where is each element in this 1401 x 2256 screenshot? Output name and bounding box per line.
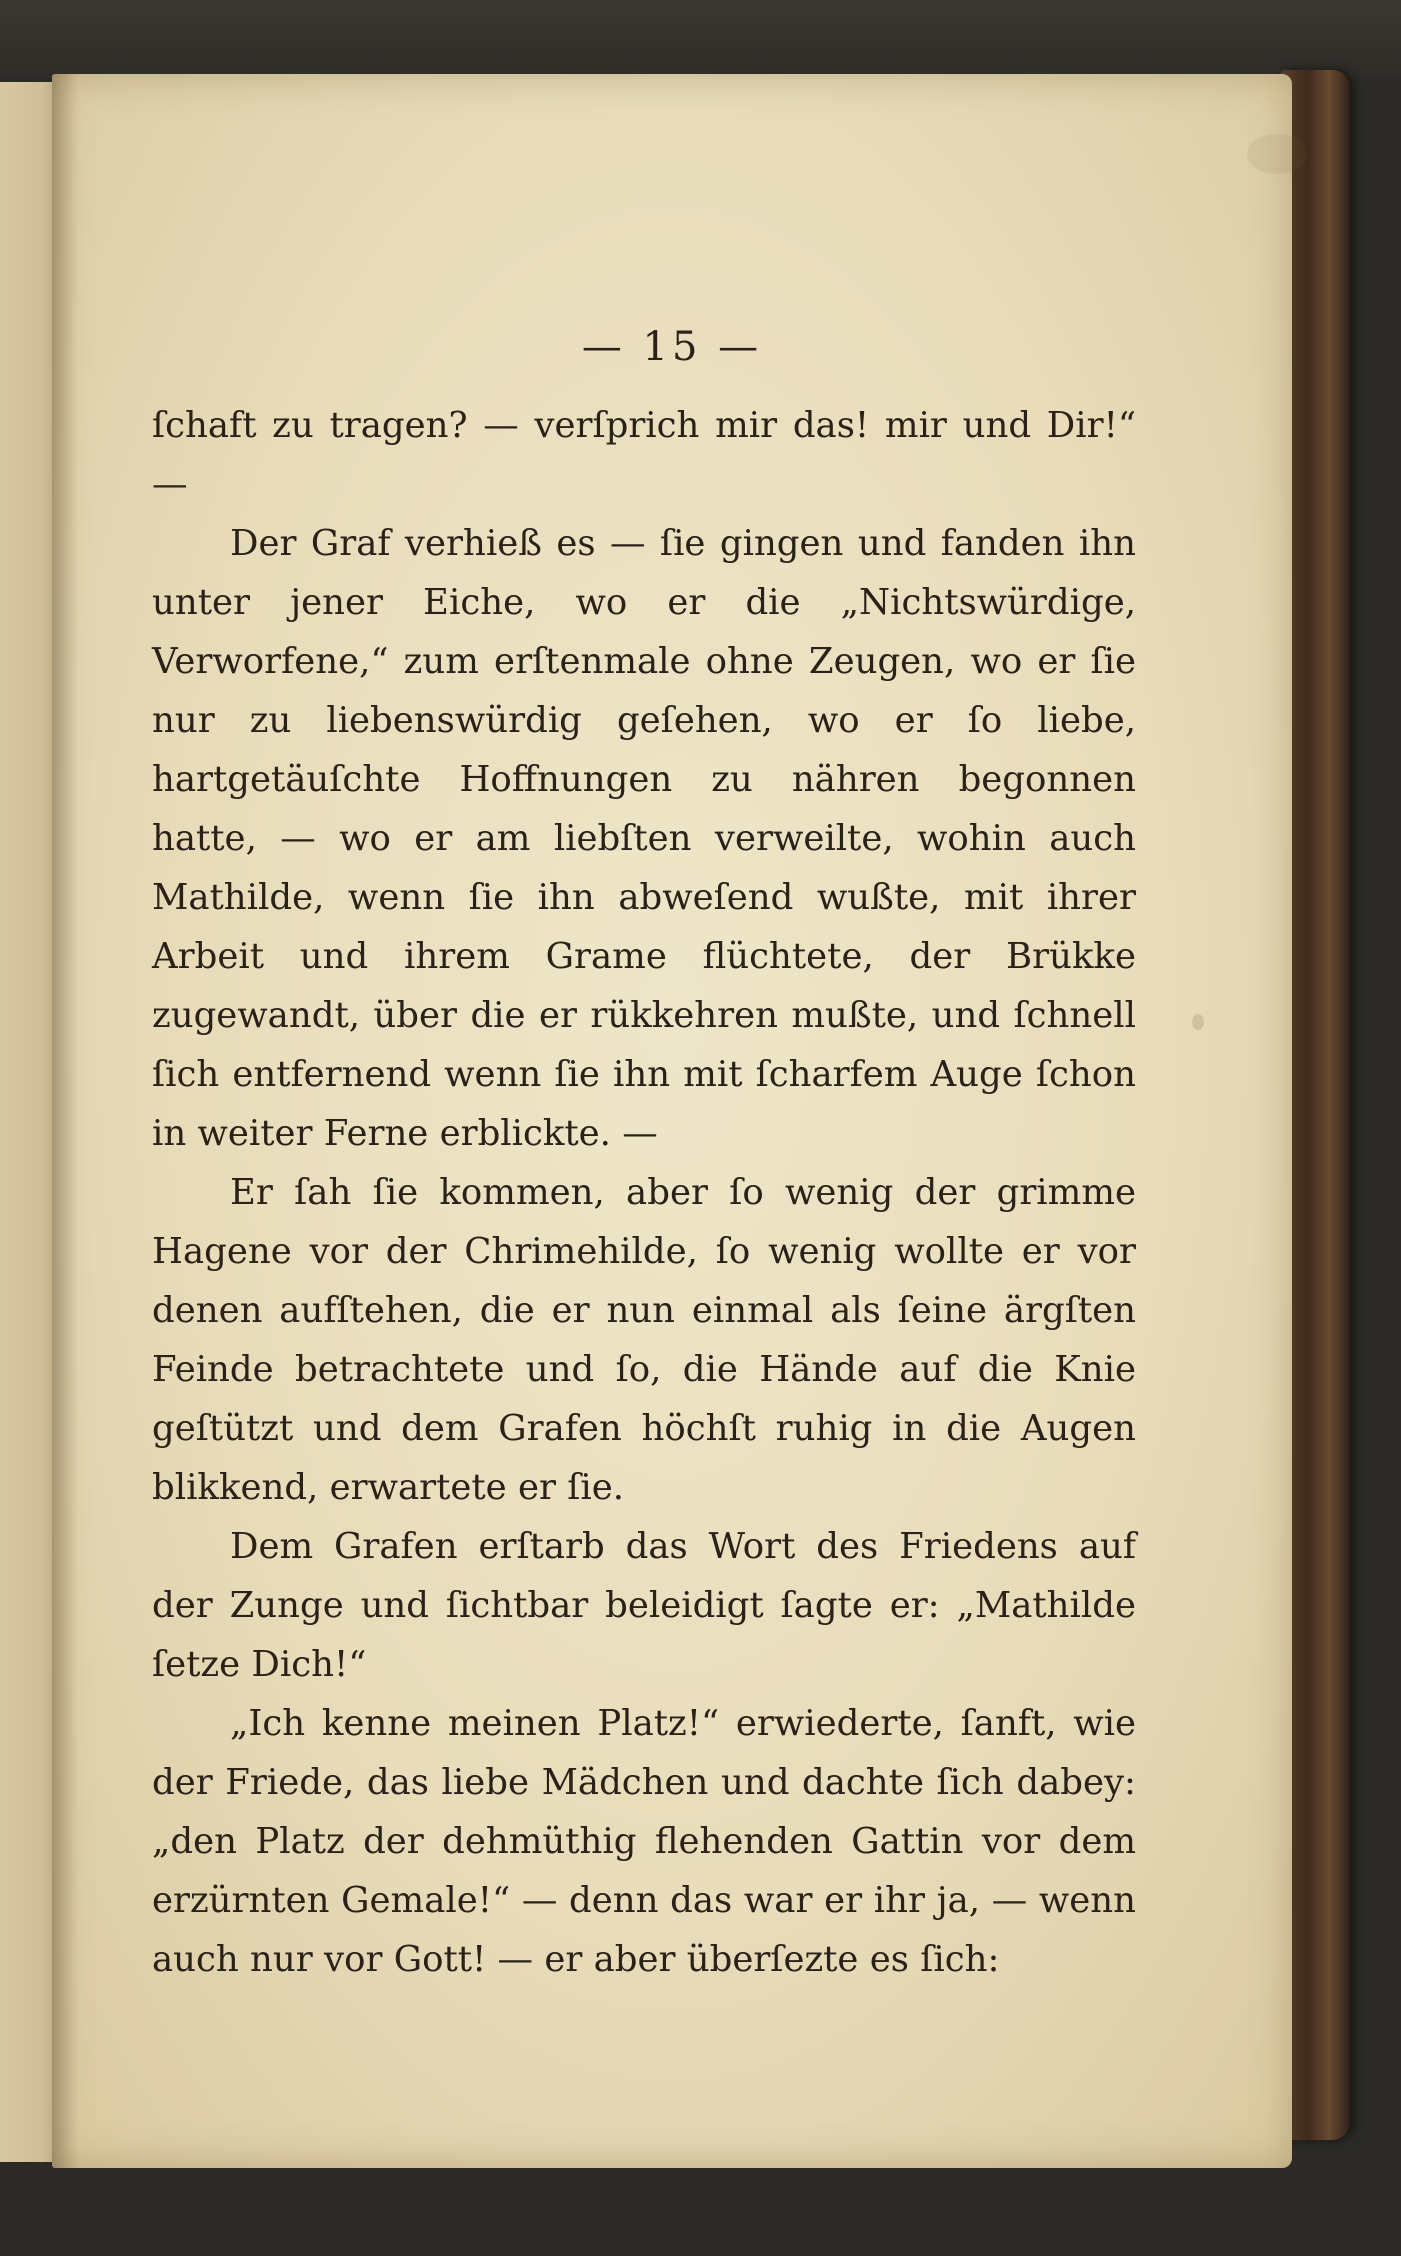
scan-backdrop [0, 0, 1401, 78]
facing-page-edge [0, 82, 60, 2162]
paper-stain [1192, 1014, 1204, 1030]
body-text [152, 396, 1136, 1989]
page-number-header: — 15 — [581, 324, 763, 370]
paragraph: Der Graf verhieß es — ſie gingen und fanden ihn unter jener Eiche, wo er die „Nichtswürdige, Verworfene,“ zum erſtenmale ohne Zeugen, wo er ſie nur zu liebenswürdig geſehen, wo er ſo liebe, hartgetäuſchte Hoffnungen zu nähren begonnen hatte, — wo er am liebſten verweilte, wohin auch Mathilde, wenn ſie ihn abweſend wußte, mit ihrer Arbeit und ihrem Grame flüchtete, der Brükke zugewandt, über die er rükkehren mußte, und ſchnell ſich entfernend wenn ſie ihn mit ſcharfem Auge ſchon in weiter Ferne erblickte. — [152, 523, 1136, 1154]
paragraph: Dem Grafen erſtarb das Wort des Friedens auf der Zunge und ſichtbar beleidigt ſagte er: „Mathilde ſetze Dich!“ [152, 1526, 1136, 1685]
scan-backdrop-bottom [0, 2168, 1401, 2256]
paragraph: Er ſah ſie kommen, aber ſo wenig der grimme Hagene vor der Chrimehilde, ſo wenig wollte er vor denen aufſtehen, die er nun einmal als ſeine ärgſten Feinde betrachtete und ſo, die Hände auf die Knie geſtützt und dem Grafen höchſt ruhig in die Augen blikkend, erwartete er ſie. [152, 1172, 1136, 1508]
paragraph: ſchaft zu tragen? — verſprich mir das! mir und Dir!“ — [152, 405, 1136, 505]
page-paper [52, 74, 1292, 2168]
paragraph: „Ich kenne meinen Platz!“ erwiederte, ſanft, wie der Friede, das liebe Mädchen und dachte ſich dabey: „den Platz der dehmüthig flehenden Gattin vor dem erzürnten Gemale!“ — denn das war er ihr ja, — wenn auch nur vor Gott! — er aber überſezte es ſich: [152, 1703, 1136, 1980]
page-gutter-shadow [52, 74, 78, 2168]
paper-stain [1247, 134, 1307, 174]
